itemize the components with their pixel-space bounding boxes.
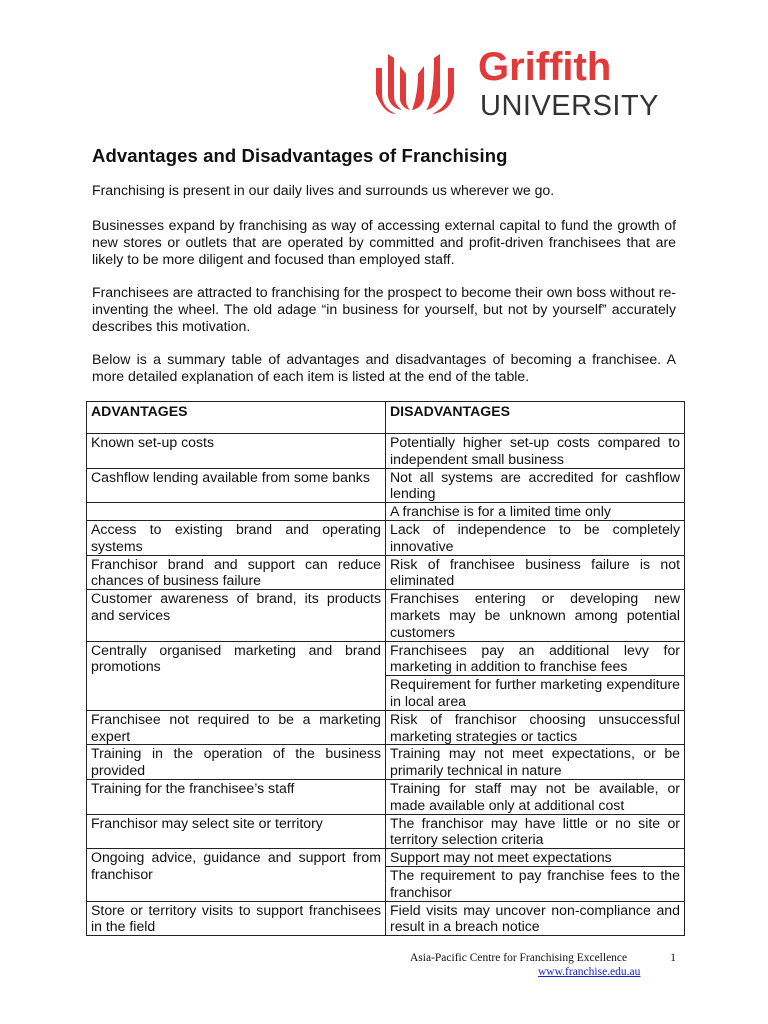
advantage-cell: Store or territory visits to support franchisees in the field xyxy=(87,901,386,936)
disadvantage-cell: Lack of independence to be completely innovative xyxy=(386,520,685,555)
disadvantage-cell: Not all systems are accredited for cashflow lending xyxy=(386,468,685,503)
disadvantage-cell: Risk of franchisee business failure is not eliminated xyxy=(386,555,685,590)
advantage-cell: Cashflow lending available from some banks xyxy=(87,468,386,503)
logo-sub: UNIVERSITY xyxy=(480,90,660,122)
disadvantage-cell: Field visits may uncover non-compliance and result in a breach notice xyxy=(386,901,685,936)
expansion-paragraph: Businesses expand by franchising as way of accessing external capital to fund the growth of new stores or outlets that are operated by committed and profit-driven franchisees that are likely to be more diligent and focused than employed staff. xyxy=(92,217,676,267)
griffith-flame-icon xyxy=(376,54,454,114)
disadvantage-cell: A franchise is for a limited time only xyxy=(386,503,685,521)
advantage-cell: Franchisee not required to be a marketing expert xyxy=(87,710,386,745)
disadvantage-cell: Training may not meet expectations, or be primarily technical in nature xyxy=(386,745,685,780)
disadvantage-cell: Risk of franchisor choosing unsuccessful marketing strategies or tactics xyxy=(386,710,685,745)
advantage-cell: Training for the franchisee’s staff xyxy=(87,779,386,814)
table-row xyxy=(87,814,685,849)
page-number: 1 xyxy=(670,952,676,964)
table-row xyxy=(87,468,685,503)
table-row xyxy=(87,590,685,641)
page-title: Advantages and Disadvantages of Franchising xyxy=(92,145,508,166)
table-row xyxy=(87,555,685,590)
advantage-cell: Centrally organised marketing and brand promotions xyxy=(87,641,386,710)
disadvantage-cell: Training for staff may not be available, or made available only at additional cost xyxy=(386,779,685,814)
disadvantage-cell: Potentially higher set-up costs compared to independent small business xyxy=(386,434,685,469)
advantage-cell: Franchisor may select site or territory xyxy=(87,814,386,849)
motivation-paragraph: Franchisees are attracted to franchising for the prospect to become their own boss without re-inventing the wheel. The old adage “in business for yourself, but not by yourself” accurately describes this motivation. xyxy=(92,284,676,334)
advantage-cell: Access to existing brand and operating systems xyxy=(87,520,386,555)
disadvantage-cell: Support may not meet expectations xyxy=(386,849,685,867)
table-header-row xyxy=(87,402,685,434)
griffith-university-logo xyxy=(374,44,680,122)
advantage-cell: Franchisor brand and support can reduce chances of business failure xyxy=(87,555,386,590)
advantage-cell: Known set-up costs xyxy=(87,434,386,469)
advantage-cell: Customer awareness of brand, its products and services xyxy=(87,590,386,641)
table-row xyxy=(87,503,685,521)
table-row xyxy=(87,434,685,469)
disadvantage-cell: Franchisees pay an additional levy for marketing in addition to franchise fees xyxy=(386,641,685,676)
table-row xyxy=(87,779,685,814)
advantage-cell xyxy=(87,503,386,521)
table-row xyxy=(87,849,685,867)
table-body xyxy=(87,434,685,936)
disadvantage-cell: The requirement to pay franchise fees to the franchisor xyxy=(386,866,685,901)
advantage-cell: Training in the operation of the business provided xyxy=(87,745,386,780)
disadvantages-header: DISADVANTAGES xyxy=(386,402,685,434)
intro-paragraph: Franchising is present in our daily lives and surrounds us wherever we go. xyxy=(92,182,555,198)
summary-paragraph: Below is a summary table of advantages and disadvantages of becoming a franchisee. A more detailed explanation of each item is listed at the end of the table. xyxy=(92,351,676,384)
advantages-disadvantages-table xyxy=(86,401,685,936)
disadvantage-cell: Requirement for further marketing expenditure in local area xyxy=(386,676,685,711)
table-row xyxy=(87,901,685,936)
disadvantage-cell: The franchisor may have little or no site or territory selection criteria xyxy=(386,814,685,849)
logo-name: Griffith xyxy=(478,45,612,89)
disadvantage-cell: Franchises entering or developing new markets may be unknown among potential customers xyxy=(386,590,685,641)
footer-link[interactable]: www.franchise.edu.au xyxy=(538,966,641,978)
table-row xyxy=(87,710,685,745)
footer-organisation: Asia-Pacific Centre for Franchising Excellence xyxy=(410,952,628,964)
advantages-header: ADVANTAGES xyxy=(87,402,386,434)
advantage-cell: Ongoing advice, guidance and support from franchisor xyxy=(87,849,386,901)
table-row xyxy=(87,520,685,555)
table-row xyxy=(87,641,685,676)
table-row xyxy=(87,745,685,780)
